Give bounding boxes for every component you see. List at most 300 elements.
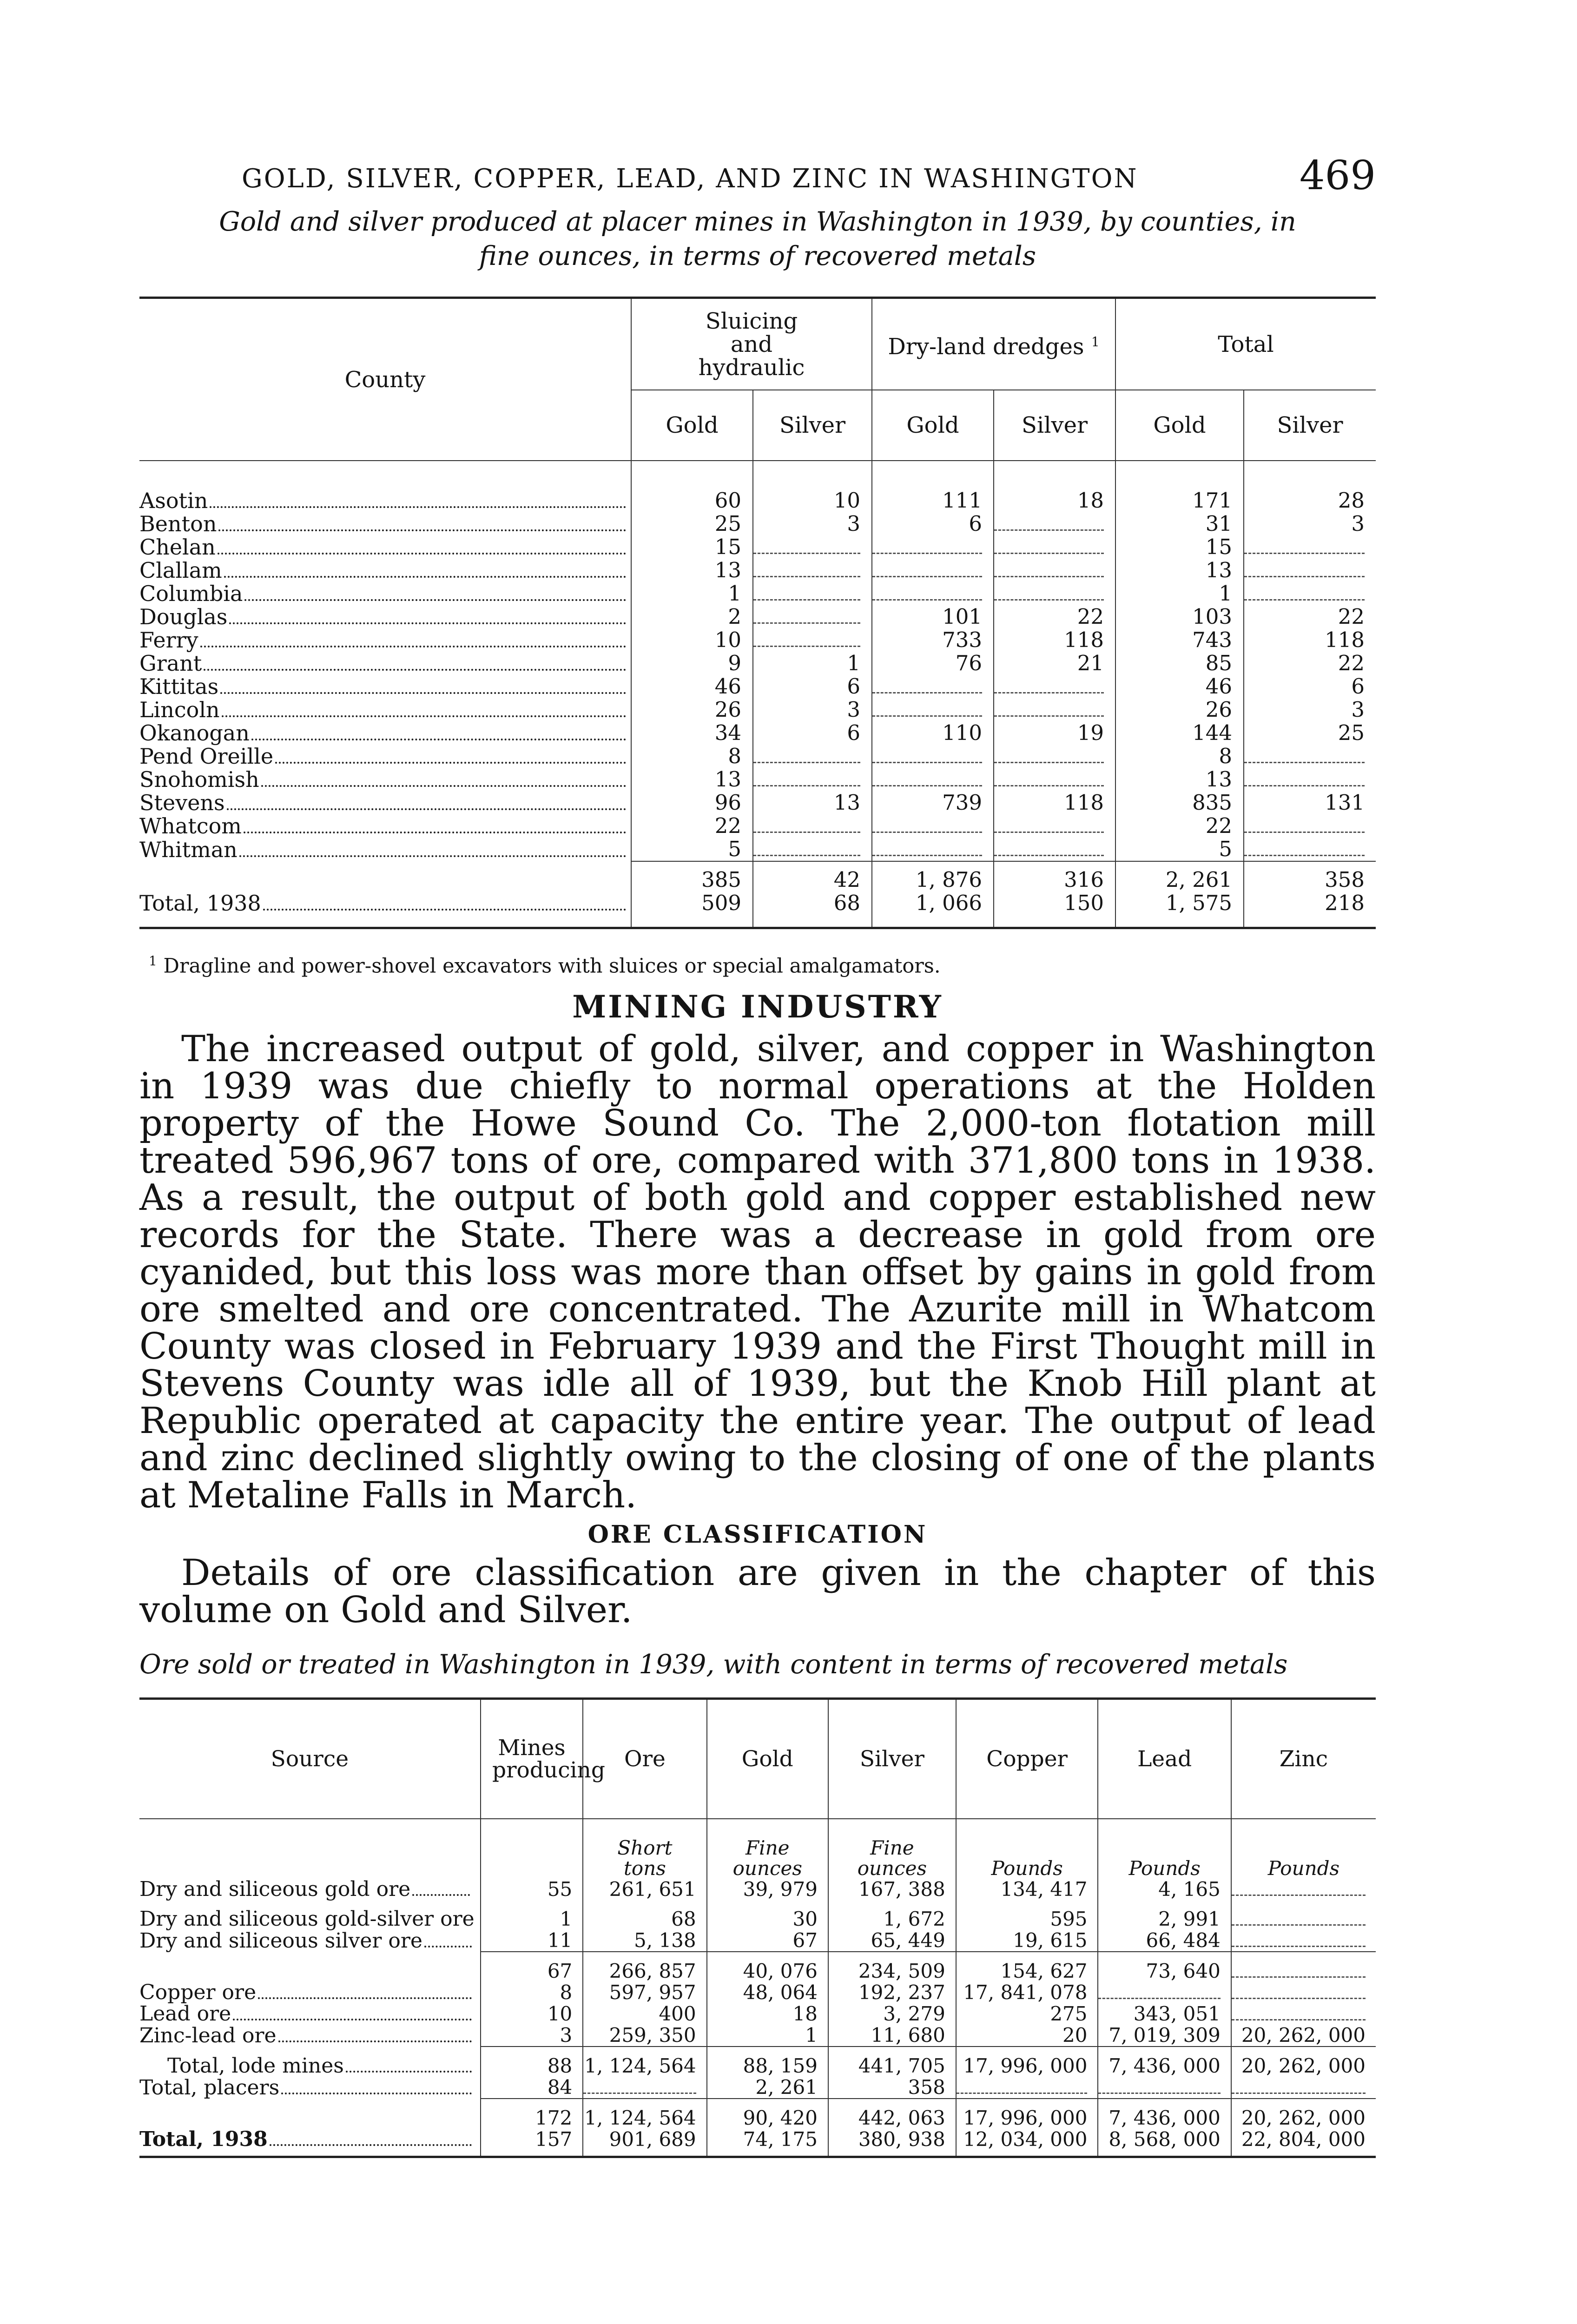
ore-row-mines: 3 — [481, 2025, 583, 2047]
total-placers-row-ore — [583, 2077, 706, 2099]
grand-total-row-silver: 442, 063 — [828, 2099, 956, 2129]
running-head-title: GOLD, SILVER, COPPER, LEAD, AND ZINC IN WASHINGTON — [242, 164, 1138, 194]
total-1939-sg: 385 — [631, 861, 753, 891]
grand-total-row — [139, 2099, 1376, 2129]
empty-dash — [1244, 772, 1365, 786]
total-1939-label — [139, 861, 631, 891]
cell-ss — [753, 745, 872, 768]
empty-dash — [1232, 1963, 1366, 1978]
ore-total-1938-row-silver: 380, 938 — [828, 2129, 956, 2157]
col-zinc: Zinc — [1231, 1699, 1376, 1819]
county-name: Lincoln — [139, 698, 631, 721]
total-placers-row-zinc — [1231, 2077, 1376, 2099]
cell-tg: 13 — [1115, 559, 1244, 582]
empty-dash — [753, 842, 860, 856]
ore-row-gold: 18 — [707, 2003, 828, 2025]
cell-ss: 1 — [753, 652, 872, 675]
leader-dots — [281, 2087, 472, 2094]
ore-row-copper: 17, 841, 078 — [956, 1982, 1098, 2003]
empty-dash — [994, 586, 1104, 601]
county-name: Snohomish — [139, 768, 631, 791]
empty-dash — [1244, 586, 1365, 601]
placer-table-caption — [139, 205, 1376, 273]
empty-dash — [1098, 1985, 1220, 1999]
leader-dots — [220, 687, 626, 694]
running-head — [139, 135, 1376, 199]
cell-ss — [753, 535, 872, 559]
total-1938-tg: 1, 575 — [1115, 891, 1244, 928]
ore-row-copper: 19, 615 — [956, 1930, 1098, 1952]
ore-row — [139, 2003, 1376, 2025]
leader-dots — [204, 664, 626, 671]
cell-tg: 8 — [1115, 745, 1244, 768]
col-dryland-gold: Gold — [872, 390, 994, 461]
cell-dg — [872, 582, 994, 605]
leader-dots — [200, 640, 626, 647]
total-1938-label: Total, 1938 — [139, 891, 631, 928]
ore-classification-paragraph: Details of ore classification are given in the chapter of this volume on Gold and Silver. — [139, 1552, 1376, 1631]
cell-ts: 25 — [1244, 721, 1376, 745]
cell-ts: 6 — [1244, 675, 1376, 698]
empty-dash — [1232, 2006, 1366, 2020]
cell-ds — [994, 838, 1115, 861]
cell-ts — [1244, 838, 1376, 861]
col-county: County — [139, 298, 631, 461]
cell-sg: 9 — [631, 652, 753, 675]
mining-industry-paragraph: The increased output of gold, silver, and copper in Washington in 1939 was due chiefly to normal operations at the Holden property of the Howe Sound Co. The 2,000-ton flotation mill treated 596,967 tons of ore, compared with 371,800 tons in 1938. As a result, the output of both gold and copper established new records for the State. There was a decrease in gold from ore cyanided, but this loss was more than offset by gains in gold from ore smelted and ore concentrated. The Azurite mill in Whatcom County was closed in February 1939 and the First Thought mill in Stevens County was idle all of 1939, but the Knob Hill plant at Republic operated at capacity the entire year. The output of lead and zinc declined slightly owing to the closing of one of the plants at Metaline Falls in March. — [139, 1028, 1376, 1517]
cell-ss — [753, 814, 872, 838]
grand-total-row-copper: 17, 996, 000 — [956, 2099, 1098, 2129]
ore-row-mines: 8 — [481, 1982, 583, 2003]
leader-dots — [346, 2066, 472, 2073]
cell-ds — [994, 768, 1115, 791]
county-row — [139, 605, 1376, 628]
cell-ss — [753, 628, 872, 652]
unit-gold: Fine ounces — [707, 1819, 828, 1879]
group-sluicing: Sluicing and hydraulic — [631, 298, 872, 390]
ore-classification-heading: ORE CLASSIFICATION — [587, 1520, 928, 1549]
cell-sg: 34 — [631, 721, 753, 745]
cell-tg: 22 — [1115, 814, 1244, 838]
leader-dots — [218, 524, 626, 531]
subtotal-dry-row-silver: 234, 509 — [828, 1952, 956, 1982]
ore-row-lead: 66, 484 — [1098, 1930, 1231, 1952]
placer-table-body — [139, 461, 1376, 928]
cell-dg: 111 — [872, 461, 994, 512]
ore-row-ore: 5, 138 — [583, 1930, 706, 1952]
total-1939-tg: 2, 261 — [1115, 861, 1244, 891]
total-placers-row-label: Total, placers — [139, 2077, 481, 2099]
county-name: Stevens — [139, 791, 631, 814]
cell-ts — [1244, 745, 1376, 768]
empty-dash — [1232, 1933, 1366, 1947]
unit-lead: Pounds — [1098, 1819, 1231, 1879]
ore-row-gold: 67 — [707, 1930, 828, 1952]
empty-dash — [957, 2080, 1088, 2094]
county-name: Pend Oreille — [139, 745, 631, 768]
col-gold: Gold — [707, 1699, 828, 1819]
cell-sg: 15 — [631, 535, 753, 559]
cell-tg: 835 — [1115, 791, 1244, 814]
cell-dg — [872, 559, 994, 582]
county-name: Douglas — [139, 605, 631, 628]
county-name: Ferry — [139, 628, 631, 652]
empty-dash — [1244, 563, 1365, 577]
county-row — [139, 791, 1376, 814]
leader-dots — [218, 548, 626, 555]
cell-ss — [753, 582, 872, 605]
empty-dash — [753, 819, 860, 833]
cell-tg: 743 — [1115, 628, 1244, 652]
leader-dots — [278, 2035, 472, 2042]
ore-row-label: Lead ore — [139, 2003, 481, 2025]
mining-industry-heading: MINING INDUSTRY — [572, 989, 943, 1025]
empty-dash — [1098, 2080, 1220, 2094]
placer-caption-line1: Gold and silver produced at placer mines in Washington in 1939, by counties, in — [219, 206, 1296, 237]
cell-sg: 10 — [631, 628, 753, 652]
cell-ss: 6 — [753, 721, 872, 745]
grand-total-row-gold: 90, 420 — [707, 2099, 828, 2129]
subtotal-dry-row-label — [139, 1952, 481, 1982]
cell-ts: 131 — [1244, 791, 1376, 814]
total-1939-row — [139, 861, 1376, 891]
empty-dash — [872, 819, 982, 833]
empty-dash — [872, 540, 982, 554]
total-placers-row-mines: 84 — [481, 2077, 583, 2099]
leader-dots — [244, 594, 626, 601]
cell-dg: 6 — [872, 512, 994, 535]
ore-row — [139, 1879, 1376, 1900]
empty-dash — [994, 516, 1104, 531]
ore-row-label: Dry and siliceous gold ore — [139, 1879, 481, 1900]
ore-total-1938-row-copper: 12, 034, 000 — [956, 2129, 1098, 2157]
col-mines: Mines producing — [481, 1699, 583, 1819]
leader-dots — [261, 780, 626, 787]
placer-caption-line2: fine ounces, in terms of recovered metals — [479, 241, 1036, 271]
ore-table — [139, 1697, 1376, 2158]
placer-table — [139, 297, 1376, 929]
empty-dash — [753, 563, 860, 577]
total-lode-row — [139, 2047, 1376, 2077]
cell-tg: 1 — [1115, 582, 1244, 605]
ore-row-label: Copper ore — [139, 1982, 481, 2003]
total-1938-ds: 150 — [994, 891, 1115, 928]
cell-tg: 171 — [1115, 461, 1244, 512]
empty-dash — [994, 702, 1104, 717]
county-row — [139, 535, 1376, 559]
cell-ss: 3 — [753, 512, 872, 535]
total-placers-row-lead — [1098, 2077, 1231, 2099]
cell-sg: 8 — [631, 745, 753, 768]
empty-dash — [1232, 1911, 1366, 1926]
cell-ss — [753, 605, 872, 628]
cell-sg: 22 — [631, 814, 753, 838]
empty-dash — [994, 749, 1104, 763]
cell-dg: 76 — [872, 652, 994, 675]
cell-dg — [872, 535, 994, 559]
col-total-gold: Gold — [1115, 390, 1244, 461]
cell-ts — [1244, 559, 1376, 582]
county-name: Grant — [139, 652, 631, 675]
cell-dg — [872, 768, 994, 791]
ore-row-label: Zinc-lead ore — [139, 2025, 481, 2047]
cell-ts — [1244, 814, 1376, 838]
county-name: Asotin — [139, 461, 631, 512]
ore-row-mines: 11 — [481, 1930, 583, 1952]
total-placers-row — [139, 2077, 1376, 2099]
cell-sg: 60 — [631, 461, 753, 512]
ore-row-zinc — [1231, 1879, 1376, 1900]
total-1938-ts: 218 — [1244, 891, 1376, 928]
cell-ss: 3 — [753, 698, 872, 721]
cell-dg: 739 — [872, 791, 994, 814]
subtotal-dry-row-copper: 154, 627 — [956, 1952, 1098, 1982]
leader-dots — [244, 826, 626, 833]
unit-zinc: Pounds — [1231, 1819, 1376, 1879]
ore-row-lead: 2, 991 — [1098, 1900, 1231, 1930]
ore-row-copper: 275 — [956, 2003, 1098, 2025]
cell-ts: 22 — [1244, 652, 1376, 675]
cell-dg: 733 — [872, 628, 994, 652]
leader-dots — [227, 803, 626, 810]
cell-ds: 21 — [994, 652, 1115, 675]
ore-total-1938-row-label: Total, 1938 — [139, 2129, 481, 2157]
leader-dots — [412, 1889, 470, 1896]
cell-ss: 6 — [753, 675, 872, 698]
cell-tg: 85 — [1115, 652, 1244, 675]
cell-sg: 13 — [631, 559, 753, 582]
county-row — [139, 838, 1376, 861]
county-row — [139, 745, 1376, 768]
unit-silver: Fine ounces — [828, 1819, 956, 1879]
cell-ts: 3 — [1244, 512, 1376, 535]
cell-ds — [994, 559, 1115, 582]
county-name: Clallam — [139, 559, 631, 582]
leader-dots — [424, 1941, 472, 1948]
cell-ts — [1244, 582, 1376, 605]
cell-dg: 101 — [872, 605, 994, 628]
county-row — [139, 768, 1376, 791]
cell-tg: 46 — [1115, 675, 1244, 698]
unit-copper: Pounds — [956, 1819, 1098, 1879]
ore-row-mines: 1 — [481, 1900, 583, 1930]
cell-ds — [994, 512, 1115, 535]
empty-dash — [1232, 1985, 1366, 1999]
grand-total-row-ore: 1, 124, 564 — [583, 2099, 706, 2129]
ore-total-1938-row-mines: 157 — [481, 2129, 583, 2157]
cell-ss — [753, 559, 872, 582]
total-1938-ss: 68 — [753, 891, 872, 928]
total-1938-dg: 1, 066 — [872, 891, 994, 928]
ore-total-1938-row-zinc: 22, 804, 000 — [1231, 2129, 1376, 2157]
cell-dg — [872, 814, 994, 838]
cell-tg: 103 — [1115, 605, 1244, 628]
ore-total-1938-row — [139, 2129, 1376, 2157]
empty-dash — [994, 819, 1104, 833]
cell-ds: 118 — [994, 628, 1115, 652]
unit-ore: Short tons — [583, 1819, 706, 1879]
total-1939-ss: 42 — [753, 861, 872, 891]
units-row — [139, 1819, 1376, 1879]
county-name: Okanogan — [139, 721, 631, 745]
empty-dash — [583, 2080, 696, 2094]
cell-ds: 18 — [994, 461, 1115, 512]
empty-dash — [1244, 749, 1365, 763]
cell-sg: 26 — [631, 698, 753, 721]
empty-dash — [994, 540, 1104, 554]
cell-ts — [1244, 535, 1376, 559]
leader-dots — [270, 2139, 472, 2146]
cell-ds — [994, 745, 1115, 768]
cell-ts: 118 — [1244, 628, 1376, 652]
cell-ds — [994, 698, 1115, 721]
cell-ss — [753, 838, 872, 861]
total-placers-row-silver: 358 — [828, 2077, 956, 2099]
cell-ds: 118 — [994, 791, 1115, 814]
empty-dash — [872, 749, 982, 763]
empty-dash — [753, 749, 860, 763]
ore-row-gold: 48, 064 — [707, 1982, 828, 2003]
empty-dash — [1244, 819, 1365, 833]
empty-dash — [753, 586, 860, 601]
empty-dash — [994, 563, 1104, 577]
empty-dash — [994, 772, 1104, 786]
empty-dash — [1232, 2080, 1366, 2094]
ore-row-silver: 65, 449 — [828, 1930, 956, 1952]
county-row — [139, 512, 1376, 535]
empty-dash — [1244, 842, 1365, 856]
county-row — [139, 461, 1376, 512]
total-lode-row-gold: 88, 159 — [707, 2047, 828, 2077]
ore-row-silver: 167, 388 — [828, 1879, 956, 1900]
empty-dash — [872, 679, 982, 693]
ore-row-zinc — [1231, 2003, 1376, 2025]
col-dryland-silver: Silver — [994, 390, 1115, 461]
leader-dots — [263, 904, 626, 911]
county-row — [139, 721, 1376, 745]
cell-tg: 31 — [1115, 512, 1244, 535]
ore-row — [139, 1982, 1376, 2003]
county-row — [139, 814, 1376, 838]
col-silver: Silver — [828, 1699, 956, 1819]
col-copper: Copper — [956, 1699, 1098, 1819]
ore-row-lead: 7, 019, 309 — [1098, 2025, 1231, 2047]
cell-ds — [994, 535, 1115, 559]
total-1938-sg: 509 — [631, 891, 753, 928]
empty-dash — [994, 679, 1104, 693]
ore-row-label: Dry and siliceous silver ore — [139, 1930, 481, 1952]
col-sluicing-gold: Gold — [631, 390, 753, 461]
grand-total-row-mines: 172 — [481, 2099, 583, 2129]
subtotal-dry-row-zinc — [1231, 1952, 1376, 1982]
total-placers-row-copper — [956, 2077, 1098, 2099]
ore-row-zinc — [1231, 1982, 1376, 2003]
cell-ts: 28 — [1244, 461, 1376, 512]
group-dryland: Dry-land dredges $^1$ — [872, 298, 1115, 390]
ore-row-zinc: 20, 262, 000 — [1231, 2025, 1376, 2047]
page-number: 469 — [1299, 152, 1376, 199]
col-sluicing-silver: Silver — [753, 390, 872, 461]
total-1939-ds: 316 — [994, 861, 1115, 891]
empty-dash — [872, 563, 982, 577]
ore-row-lead: 4, 165 — [1098, 1879, 1231, 1900]
cell-ts: 3 — [1244, 698, 1376, 721]
empty-dash — [872, 842, 982, 856]
county-row — [139, 559, 1376, 582]
leader-dots — [233, 2014, 472, 2020]
grand-total-row-lead: 7, 436, 000 — [1098, 2099, 1231, 2129]
ore-row-silver: 3, 279 — [828, 2003, 956, 2025]
cell-dg — [872, 838, 994, 861]
book-page — [139, 135, 1376, 2158]
subtotal-dry-row — [139, 1952, 1376, 1982]
county-row — [139, 628, 1376, 652]
cell-ds: 19 — [994, 721, 1115, 745]
ore-row-gold: 1 — [707, 2025, 828, 2047]
ore-row-mines: 55 — [481, 1879, 583, 1900]
cell-sg: 5 — [631, 838, 753, 861]
cell-sg: 96 — [631, 791, 753, 814]
cell-ds — [994, 582, 1115, 605]
ore-row-label: Dry and siliceous gold-silver ore — [139, 1907, 475, 1931]
leader-dots — [251, 733, 626, 740]
leader-dots — [258, 1992, 472, 1999]
leader-dots — [229, 617, 626, 624]
subtotal-dry-row-ore: 266, 857 — [583, 1952, 706, 1982]
col-lead: Lead — [1098, 1699, 1231, 1819]
total-lode-row-mines: 88 — [481, 2047, 583, 2077]
county-name: Whitman — [139, 838, 631, 861]
county-row — [139, 652, 1376, 675]
ore-row-ore: 261, 651 — [583, 1879, 706, 1900]
empty-dash — [1232, 1882, 1366, 1896]
leader-dots — [275, 757, 626, 764]
empty-dash — [753, 609, 860, 624]
placer-footnote: $^1$ Dragline and power-shovel excavators with sluices or special amalgamators. — [149, 953, 941, 978]
total-lode-row-label: Total, lode mines — [139, 2047, 481, 2077]
empty-dash — [753, 772, 860, 786]
leader-dots — [210, 501, 626, 508]
empty-dash — [1244, 540, 1365, 554]
total-lode-row-lead: 7, 436, 000 — [1098, 2047, 1231, 2077]
county-name: Chelan — [139, 535, 631, 559]
total-placers-row-gold: 2, 261 — [707, 2077, 828, 2099]
cell-dg: 110 — [872, 721, 994, 745]
footnote-ref: 1 — [1091, 334, 1100, 350]
cell-ds — [994, 675, 1115, 698]
county-name: Benton — [139, 512, 631, 535]
ore-row — [139, 1900, 1376, 1930]
leader-dots — [239, 850, 626, 857]
total-1938-row — [139, 891, 1376, 928]
total-lode-row-silver: 441, 705 — [828, 2047, 956, 2077]
cell-sg: 2 — [631, 605, 753, 628]
ore-row — [139, 1930, 1376, 1952]
cell-ss: 13 — [753, 791, 872, 814]
ore-row-silver: 1, 672 — [828, 1900, 956, 1930]
subtotal-dry-row-lead: 73, 640 — [1098, 1952, 1231, 1982]
ore-row-gold: 39, 979 — [707, 1879, 828, 1900]
subtotal-dry-row-gold: 40, 076 — [707, 1952, 828, 1982]
cell-ds: 22 — [994, 605, 1115, 628]
ore-row-lead — [1098, 1982, 1231, 2003]
cell-ts — [1244, 768, 1376, 791]
ore-row — [139, 2025, 1376, 2047]
cell-ts: 22 — [1244, 605, 1376, 628]
empty-dash — [753, 633, 860, 647]
cell-ss: 10 — [753, 461, 872, 512]
empty-dash — [872, 586, 982, 601]
